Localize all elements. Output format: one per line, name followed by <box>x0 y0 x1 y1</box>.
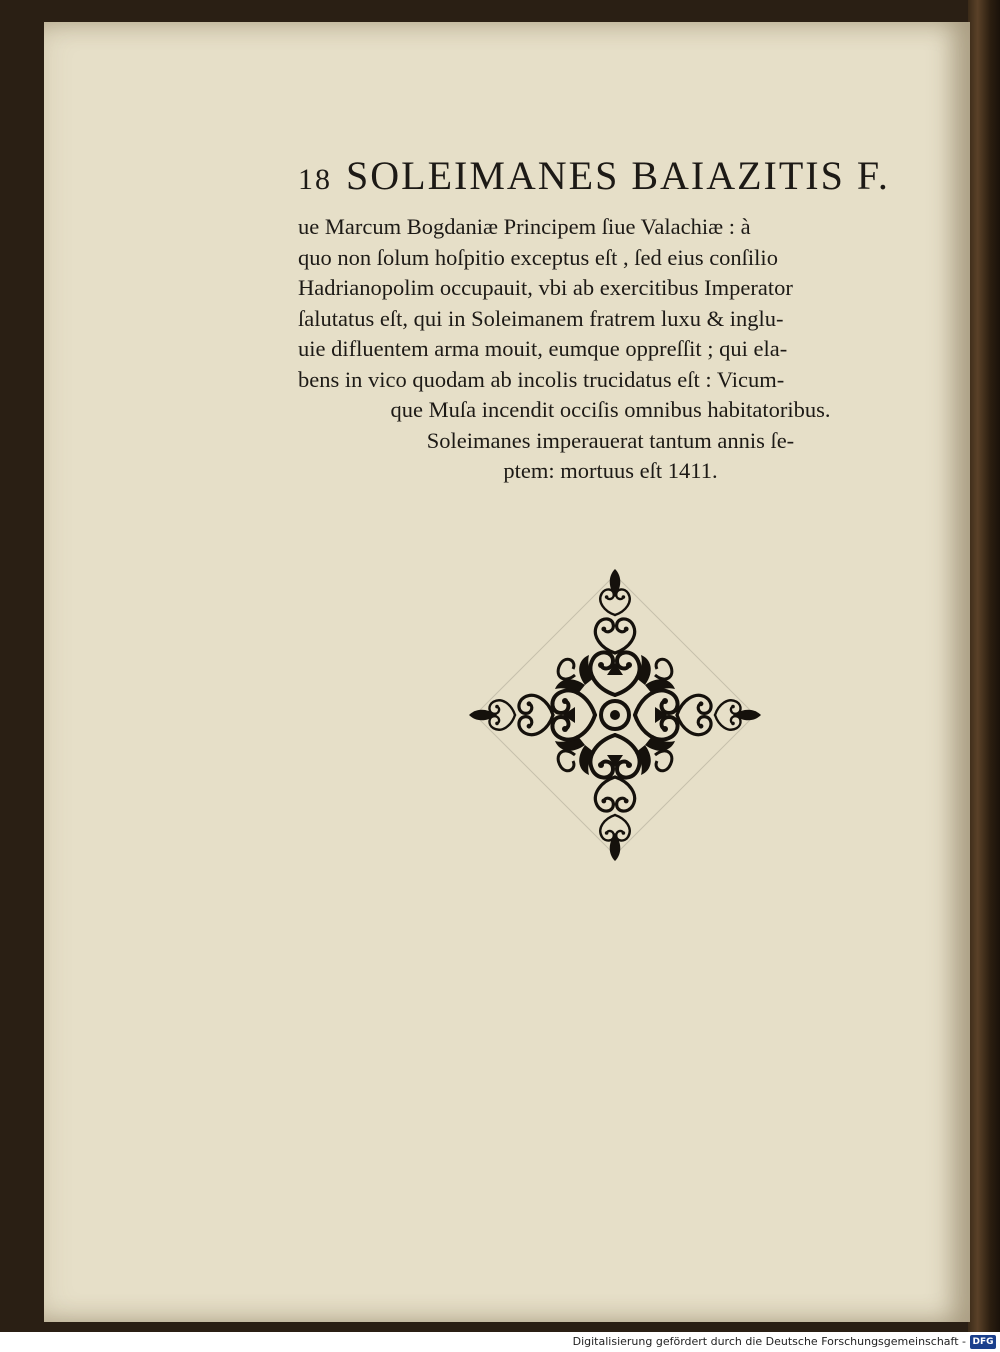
book-binding-edge <box>968 0 1000 1332</box>
text-line: bens in vico quodam ab incolis trucidatus eſt : Vicum- <box>298 366 785 392</box>
text-line-centered: que Muſa incendit occiſis omnibus habitatoribus. <box>390 397 831 422</box>
page-heading <box>298 152 898 199</box>
footer-bar <box>0 1332 1000 1352</box>
text-line: Hadrianopolim occupauit, vbi ab exercitibus Imperator <box>298 275 793 300</box>
dfg-logo: DFG <box>970 1335 996 1349</box>
running-title: SOLEIMANES BAIAZITIS F. <box>346 153 890 198</box>
text-line: ſalutatus eſt, qui in Soleimanem fratrem luxu & inglu- <box>298 305 784 331</box>
page-number: 18 <box>298 163 332 196</box>
text-line-centered: ptem: mortuus eſt 1411. <box>503 458 718 483</box>
text-line: uie difluentem arma mouit, eumque oppreſſit ; qui ela- <box>298 336 788 361</box>
funding-credit: Digitalisierung gefördert durch die Deutsche Forschungsgemeinschaft - <box>572 1335 966 1348</box>
text-line: quo non ſolum hoſpitio exceptus eſt , ſed eius conſilio <box>298 244 778 270</box>
body-text <box>298 212 923 487</box>
text-line: ue Marcum Bogdaniæ Principem ſiue Valachiæ : à <box>298 214 751 239</box>
text-line-centered: Soleimanes imperauerat tantum annis ſe- <box>426 427 795 453</box>
diamond-fleuron-ornament-icon <box>462 564 768 866</box>
